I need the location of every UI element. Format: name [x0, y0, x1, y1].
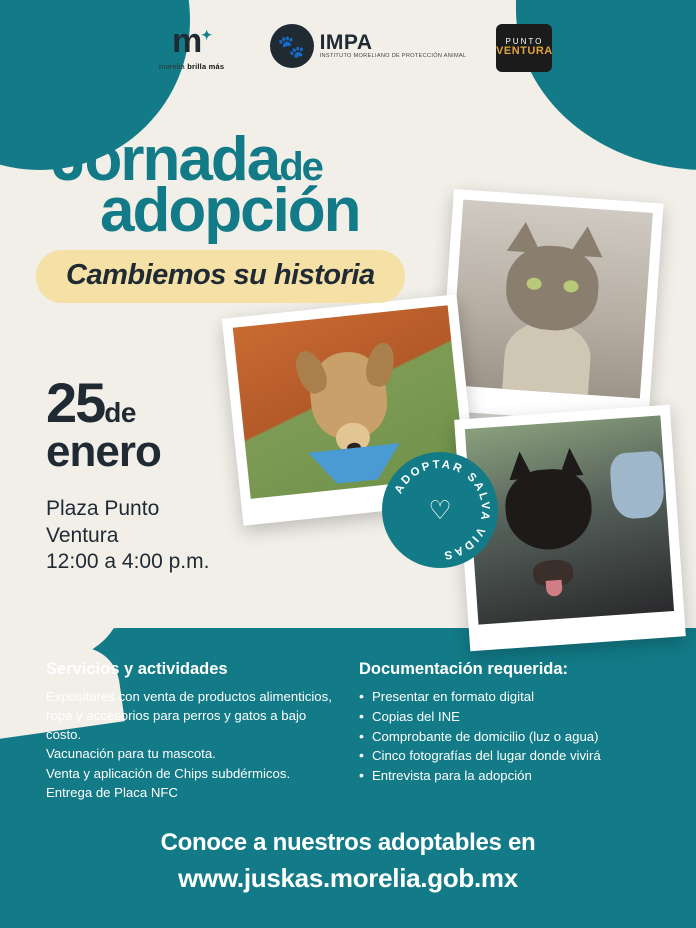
- document-list-item: • Copias del INE: [359, 707, 650, 727]
- punto-line1: PUNTO: [505, 37, 544, 47]
- title-line-3: adopción: [100, 176, 360, 246]
- title-de: de: [279, 145, 322, 190]
- services-body: Expositores con venta de productos alimenticios, ropa y accesorios para perros y gatos a bajo costo. Vacunación para tu mascota. Venta y aplicación de Chips subdérmicos. Entrega de Placa NFC: [46, 689, 332, 800]
- cta-block: [0, 829, 696, 894]
- morelia-mark-letter: m: [172, 22, 202, 60]
- event-venue: [46, 496, 209, 575]
- photo-cat-tabby: [439, 189, 664, 425]
- event-month: enero: [46, 427, 161, 477]
- title-line-1: 1er.: [52, 81, 134, 139]
- info-columns: [0, 660, 696, 802]
- event-details: [46, 371, 210, 575]
- services-heading: Servicios y actividades: [46, 660, 228, 678]
- logo-row: [0, 24, 696, 72]
- venue-line-2: Ventura: [46, 523, 119, 547]
- documents-list: [359, 687, 650, 786]
- event-day: 25de: [46, 371, 136, 434]
- morelia-mark: m✦: [172, 22, 212, 60]
- stamp-badge: [382, 452, 498, 568]
- photo-cat-image: [450, 200, 653, 399]
- document-list-item: • Presentar en formato digital: [359, 687, 650, 707]
- heart-icon: ♡: [428, 495, 452, 525]
- title-block: [52, 81, 360, 246]
- paw-icon: 🐾: [277, 33, 306, 59]
- stamp-text: ADOPTAR SALVA VIDAS: [392, 458, 492, 562]
- impa-subtitle: INSTITUTO MORELIANO DE PROTECCIÓN ANIMAL: [319, 53, 467, 60]
- logo-punto-ventura: [496, 24, 552, 72]
- tagline-ribbon: [36, 250, 405, 303]
- logo-impa: [270, 24, 467, 68]
- documents-column: [359, 660, 650, 802]
- document-list-item: • Comprobante de domicilio (luz o agua): [359, 727, 650, 747]
- morelia-tagline: morelia brilla más: [158, 62, 225, 71]
- title-jornada: Jornada: [52, 125, 280, 195]
- services-column: [46, 660, 337, 802]
- impa-badge: [270, 24, 314, 68]
- document-list-item: • Cinco fotografías del lugar donde vivirá: [359, 746, 650, 766]
- punto-line2: VENTURA: [496, 45, 553, 58]
- venue-line-1: Plaza Punto: [46, 497, 160, 521]
- cta-website[interactable]: www.juskas.morelia.gob.mx: [178, 863, 518, 893]
- tagline-text: Cambiemos su historia: [66, 259, 375, 291]
- event-day-suffix: de: [104, 397, 136, 428]
- documents-heading: Documentación requerida:: [359, 660, 569, 678]
- event-time: 12:00 a 4:00 p.m.: [46, 549, 210, 573]
- impa-name: IMPA: [319, 31, 373, 55]
- logo-morelia: [144, 24, 240, 71]
- document-list-item: • Entrevista para la adopción: [359, 766, 650, 786]
- cta-line-1: Conoce a nuestros adoptables en: [160, 829, 536, 856]
